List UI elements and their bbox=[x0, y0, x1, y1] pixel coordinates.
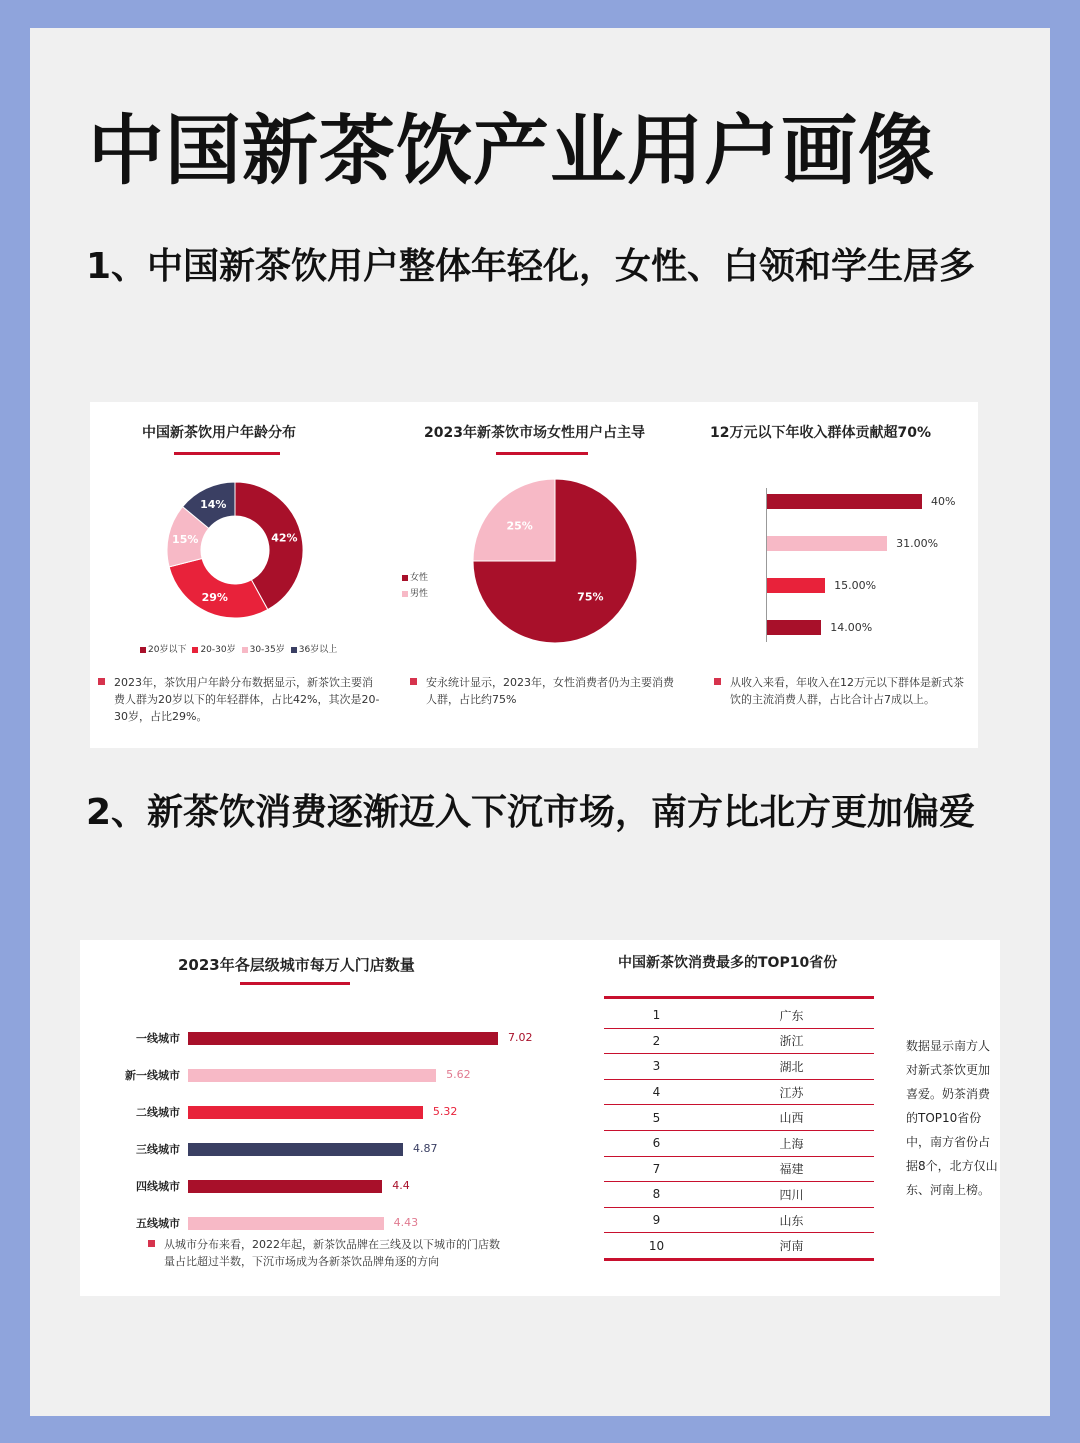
bullet-icon bbox=[410, 678, 417, 685]
city-chart-note: 从城市分布来看，2022年起，新茶饮品牌在三线及以下城市的门店数量占比超过半数，下沉市场成为各新茶饮品牌角逐的方向 bbox=[164, 1236, 500, 1270]
table-row bbox=[604, 1054, 874, 1080]
gender-pie-chart bbox=[460, 466, 650, 656]
age-chart-note: 2023年，茶饮用户年龄分布数据显示，新茶饮主要消费人群为20岁以下的年轻群体，占比42%，其次是20-30岁，占比29%。 bbox=[114, 674, 380, 725]
gender-chart-note: 安永统计显示，2023年，女性消费者仍为主要消费人群，占比约75% bbox=[426, 674, 682, 708]
gender-chart-legend bbox=[402, 570, 434, 602]
city-category-label: 一线城市 bbox=[136, 1032, 180, 1045]
pie-slice-label-0: 42% bbox=[271, 531, 298, 545]
rank-cell: 9 bbox=[604, 1207, 709, 1233]
age-chart-underline bbox=[174, 452, 280, 455]
rank-cell: 4 bbox=[604, 1079, 709, 1105]
legend-label: 20-30岁 bbox=[200, 645, 236, 655]
city-chart-underline bbox=[240, 982, 350, 985]
age-donut-chart bbox=[150, 470, 320, 630]
table-row bbox=[604, 1079, 874, 1105]
income-bar bbox=[767, 578, 825, 593]
table-row bbox=[604, 1130, 874, 1156]
section1-heading: 1、中国新茶饮用户整体年轻化，女性、白领和学生居多 bbox=[86, 246, 976, 287]
pie-slice-label-1: 25% bbox=[506, 519, 533, 533]
income-value-label: 14.00% bbox=[830, 621, 873, 634]
legend-item-0 bbox=[402, 570, 428, 583]
legend-item-0 bbox=[140, 642, 186, 655]
legend-swatch bbox=[140, 647, 146, 653]
province-cell: 山东 bbox=[709, 1207, 874, 1233]
legend-swatch bbox=[402, 575, 408, 581]
city-category-label: 新一线城市 bbox=[125, 1069, 180, 1082]
income-chart-title: 12万元以下年收入群体贡献超70% bbox=[710, 425, 931, 441]
income-bar bbox=[767, 620, 821, 635]
city-bar bbox=[188, 1032, 498, 1045]
legend-label: 男性 bbox=[410, 589, 429, 599]
city-value-label: 5.32 bbox=[432, 1105, 458, 1118]
province-cell: 四川 bbox=[709, 1182, 874, 1208]
province-cell: 河南 bbox=[709, 1233, 874, 1260]
income-axis-line bbox=[766, 488, 767, 642]
city-value-label: 4.4 bbox=[392, 1179, 410, 1192]
table-row bbox=[604, 1028, 874, 1054]
income-value-label: 15.00% bbox=[834, 579, 877, 592]
province-table-title: 中国新茶饮消费最多的TOP10省份 bbox=[618, 955, 838, 971]
section2-heading: 2、新茶饮消费逐渐迈入下沉市场，南方比北方更加偏爱 bbox=[86, 792, 976, 833]
gender-chart-title: 2023年新茶饮市场女性用户占主导 bbox=[424, 425, 645, 441]
legend-swatch bbox=[402, 591, 408, 597]
legend-label: 36岁以上 bbox=[298, 645, 338, 655]
rank-cell: 1 bbox=[604, 1003, 709, 1028]
province-cell: 湖北 bbox=[709, 1054, 874, 1080]
city-bar bbox=[188, 1217, 384, 1230]
city-category-label: 五线城市 bbox=[136, 1217, 180, 1230]
table-row bbox=[604, 1156, 874, 1182]
city-value-label: 7.02 bbox=[508, 1031, 533, 1044]
city-value-label: 4.43 bbox=[393, 1216, 419, 1229]
legend-item-1 bbox=[402, 586, 428, 599]
income-value-label: 31.00% bbox=[896, 537, 939, 550]
city-bar bbox=[188, 1069, 436, 1082]
pie-slice-label-3: 14% bbox=[200, 497, 227, 511]
income-chart-note: 从收入来看，年收入在12万元以下群体是新式茶饮的主流消费人群，占比合计占7成以上。 bbox=[730, 674, 966, 708]
income-value-label: 40% bbox=[931, 495, 956, 508]
province-cell: 浙江 bbox=[709, 1028, 874, 1054]
rank-cell: 8 bbox=[604, 1182, 709, 1208]
table-row bbox=[604, 1182, 874, 1208]
pie-slice-label-1: 29% bbox=[201, 590, 228, 604]
city-bar bbox=[188, 1106, 423, 1119]
pie-slice-label-0: 75% bbox=[577, 590, 604, 604]
bullet-icon bbox=[714, 678, 721, 685]
province-side-text: 数据显示南方人对新式茶饮更加喜爱。奶茶消费的TOP10省份中，南方省份占据8个，北方仅山东、河南上榜。 bbox=[906, 1039, 998, 1197]
rank-cell: 5 bbox=[604, 1105, 709, 1131]
user-profile-panel bbox=[90, 402, 978, 748]
content-card bbox=[30, 28, 1050, 1416]
gender-chart-underline bbox=[496, 452, 588, 455]
province-cell: 广东 bbox=[709, 1003, 874, 1028]
legend-label: 20岁以下 bbox=[148, 645, 187, 655]
city-value-label: 4.87 bbox=[413, 1142, 438, 1155]
pie-slice-1 bbox=[169, 558, 268, 618]
province-cell: 福建 bbox=[709, 1156, 874, 1182]
legend-label: 女性 bbox=[410, 573, 429, 583]
legend-swatch bbox=[192, 647, 198, 653]
legend-swatch bbox=[291, 647, 297, 653]
province-top10-table bbox=[604, 996, 874, 1261]
age-chart-legend bbox=[140, 642, 343, 655]
rank-cell: 6 bbox=[604, 1130, 709, 1156]
pie-slice-label-2: 15% bbox=[172, 532, 199, 546]
table-row bbox=[604, 1207, 874, 1233]
bullet-icon bbox=[98, 678, 105, 685]
province-cell: 山西 bbox=[709, 1105, 874, 1131]
rank-cell: 10 bbox=[604, 1233, 709, 1260]
city-value-label: 5.62 bbox=[446, 1068, 471, 1081]
city-category-label: 三线城市 bbox=[136, 1143, 180, 1156]
city-category-label: 二线城市 bbox=[136, 1106, 180, 1119]
rank-cell: 7 bbox=[604, 1156, 709, 1182]
age-chart-title: 中国新茶饮用户年龄分布 bbox=[142, 425, 296, 441]
table-row bbox=[604, 1003, 874, 1028]
income-bar bbox=[767, 494, 922, 509]
bullet-icon bbox=[148, 1240, 155, 1247]
city-bar bbox=[188, 1143, 403, 1156]
page-title: 中国新茶饮产业用户画像 bbox=[88, 106, 935, 195]
city-bar bbox=[188, 1180, 382, 1193]
legend-item-2 bbox=[242, 642, 285, 655]
province-cell: 上海 bbox=[709, 1130, 874, 1156]
legend-label: 30-35岁 bbox=[249, 645, 285, 655]
legend-swatch bbox=[242, 647, 248, 653]
market-panel bbox=[80, 940, 1000, 1296]
table-row bbox=[604, 1233, 874, 1260]
legend-item-3 bbox=[291, 642, 337, 655]
city-chart-title: 2023年各层级城市每万人门店数量 bbox=[178, 956, 415, 974]
income-bar bbox=[767, 536, 887, 551]
city-category-label: 四线城市 bbox=[136, 1180, 180, 1193]
province-cell: 江苏 bbox=[709, 1079, 874, 1105]
rank-cell: 3 bbox=[604, 1054, 709, 1080]
table-row bbox=[604, 1105, 874, 1131]
rank-cell: 2 bbox=[604, 1028, 709, 1054]
legend-item-1 bbox=[192, 642, 235, 655]
